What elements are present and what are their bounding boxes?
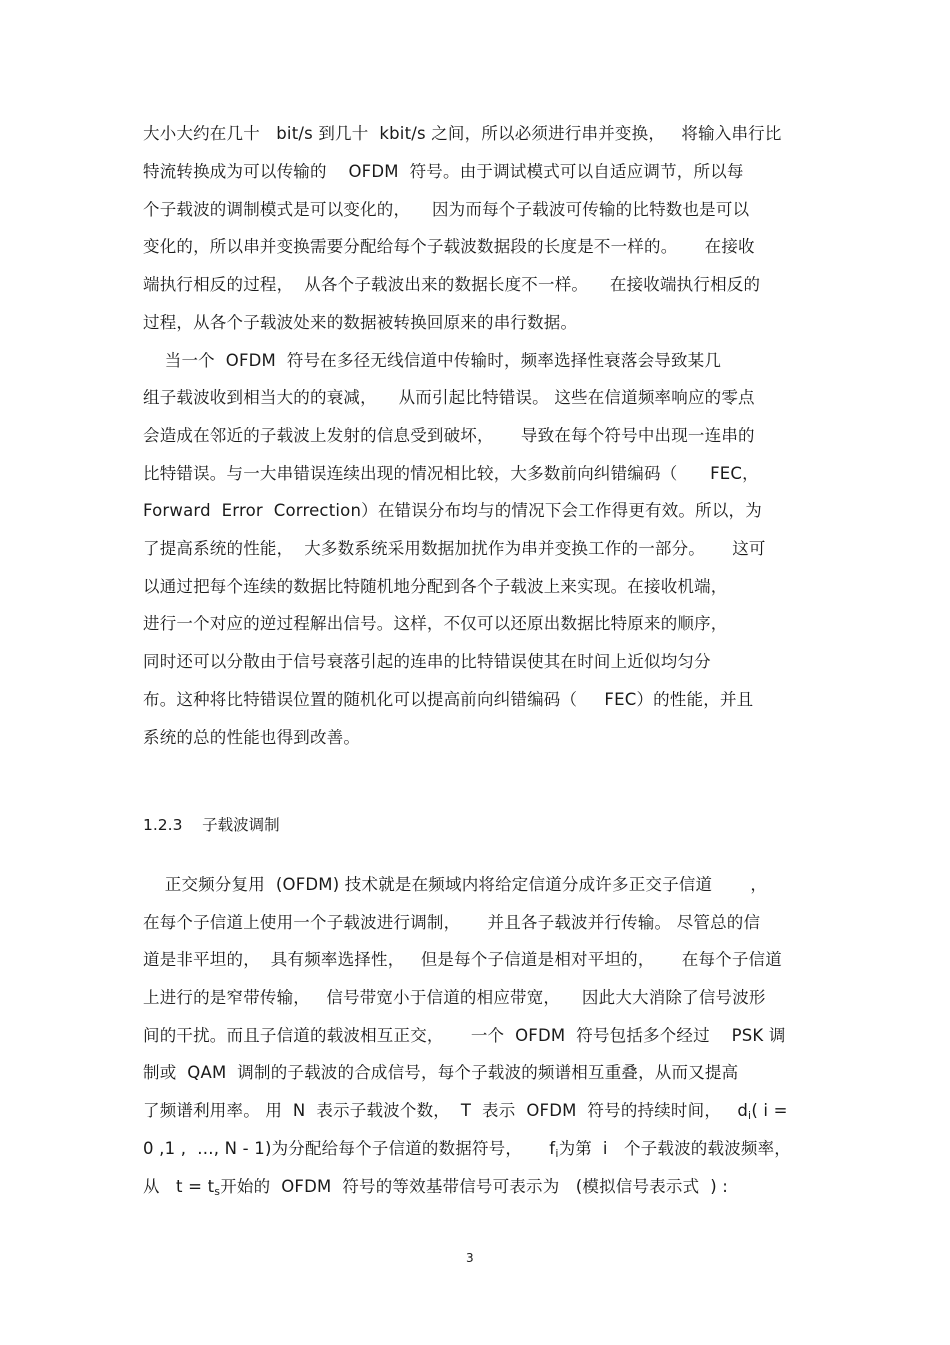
line-text: 0 ,1 , …, N - 1)为分配给每个子信道的数据符号， f (143, 1139, 556, 1158)
line-text: 开始的 OFDM 符号的等效基带信号可表示为 (模拟信号表示式 ) : (220, 1177, 729, 1196)
subscript: i (555, 1147, 559, 1160)
paragraph-1-line: 变化的，所以串并变换需要分配给每个子载波数据段的长度是不一样的。 在接收 (143, 237, 755, 256)
section-heading: 1.2.3 子载波调制 (143, 816, 280, 834)
paragraph-3-line: 正交频分复用 (OFDM) 技术就是在频域内将给定信道分成许多正交子信道 ， (143, 875, 768, 894)
paragraph-1-line: 大小大约在几十 bit/s 到几十 kbit/s 之间，所以必须进行串并变换， 将输入串行比 (143, 124, 782, 143)
paragraph-3-line (143, 1138, 813, 1165)
subscript: s (214, 1185, 221, 1198)
paragraph-1-line: 特流转换成为可以传输的 OFDM 符号。由于调试模式可以自适应调节，所以每 (143, 162, 744, 181)
paragraph-3-line: 间的干扰。而且子信道的载波相互正交， 一个 OFDM 符号包括多个经过 PSK 调 (143, 1026, 786, 1045)
paragraph-3-line (143, 1176, 813, 1203)
line-text: 了频谱利用率。 用 N 表示子载波个数， T 表示 OFDM 符号的持续时间， d (143, 1101, 749, 1120)
paragraph-3-line: 制或 QAM 调制的子载波的合成信号，每个子载波的频谱相互重叠，从而又提高 (143, 1063, 739, 1082)
subscript: i (748, 1109, 752, 1122)
paragraph-1-line: 个子载波的调制模式是可以变化的， 因为而每个子载波可传输的比特数也是可以 (143, 200, 750, 219)
paragraph-2-line: 当一个 OFDM 符号在多径无线信道中传输时，频率选择性衰落会导致某几 (143, 351, 722, 370)
paragraph-2-line: 了提高系统的性能， 大多数系统采用数据加扰作为串并变换工作的一部分。 这可 (143, 539, 766, 558)
paragraph-2-line: 比特错误。与一大串错误连续出现的情况相比较，大多数前向纠错编码（ FEC， (143, 464, 759, 483)
line-text: 为第 i 个子载波的载波频率， (558, 1139, 791, 1158)
paragraph-2-line: 会造成在邻近的子载波上发射的信息受到破坏， 导致在每个符号中出现一连串的 (143, 426, 755, 445)
paragraph-3-line: 在每个子信道上使用一个子载波进行调制， 并且各子载波并行传输。 尽管总的信 (143, 913, 761, 932)
paragraph-2-line: 以通过把每个连续的数据比特随机地分配到各个子载波上来实现。在接收机端， (143, 577, 728, 596)
paragraph-2-line: 系统的总的性能也得到改善。 (143, 728, 361, 747)
page-number: 3 (466, 1251, 474, 1265)
line-text: 从 t = t (143, 1177, 215, 1196)
paragraph-2-line: 组子载波收到相当大的的衰减， 从而引起比特错误。 这些在信道频率响应的零点 (143, 388, 755, 407)
paragraph-3-line: 道是非平坦的， 具有频率选择性， 但是每个子信道是相对平坦的， 在每个子信道 (143, 950, 782, 969)
paragraph-3-line (143, 1100, 813, 1127)
paragraph-2-line: Forward Error Correction）在错误分布均与的情况下会工作得更有效。所以，为 (143, 501, 762, 520)
paragraph-2-line: 布。这种将比特错误位置的随机化可以提高前向纠错编码（ FEC）的性能，并且 (143, 690, 754, 709)
line-text: ( i = (751, 1101, 788, 1120)
paragraph-1-line: 过程，从各个子载波处来的数据被转换回原来的串行数据。 (143, 313, 578, 332)
paragraph-1-line: 端执行相反的过程， 从各个子载波出来的数据长度不一样。 在接收端执行相反的 (143, 275, 761, 294)
paragraph-3-line: 上进行的是窄带传输， 信号带宽小于信道的相应带宽， 因此大大消除了信号波形 (143, 988, 766, 1007)
paragraph-2-line: 同时还可以分散由于信号衰落引起的连串的比特错误使其在时间上近似均匀分 (143, 652, 711, 671)
paragraph-2-line: 进行一个对应的逆过程解出信号。这样，不仅可以还原出数据比特原来的顺序， (143, 614, 728, 633)
